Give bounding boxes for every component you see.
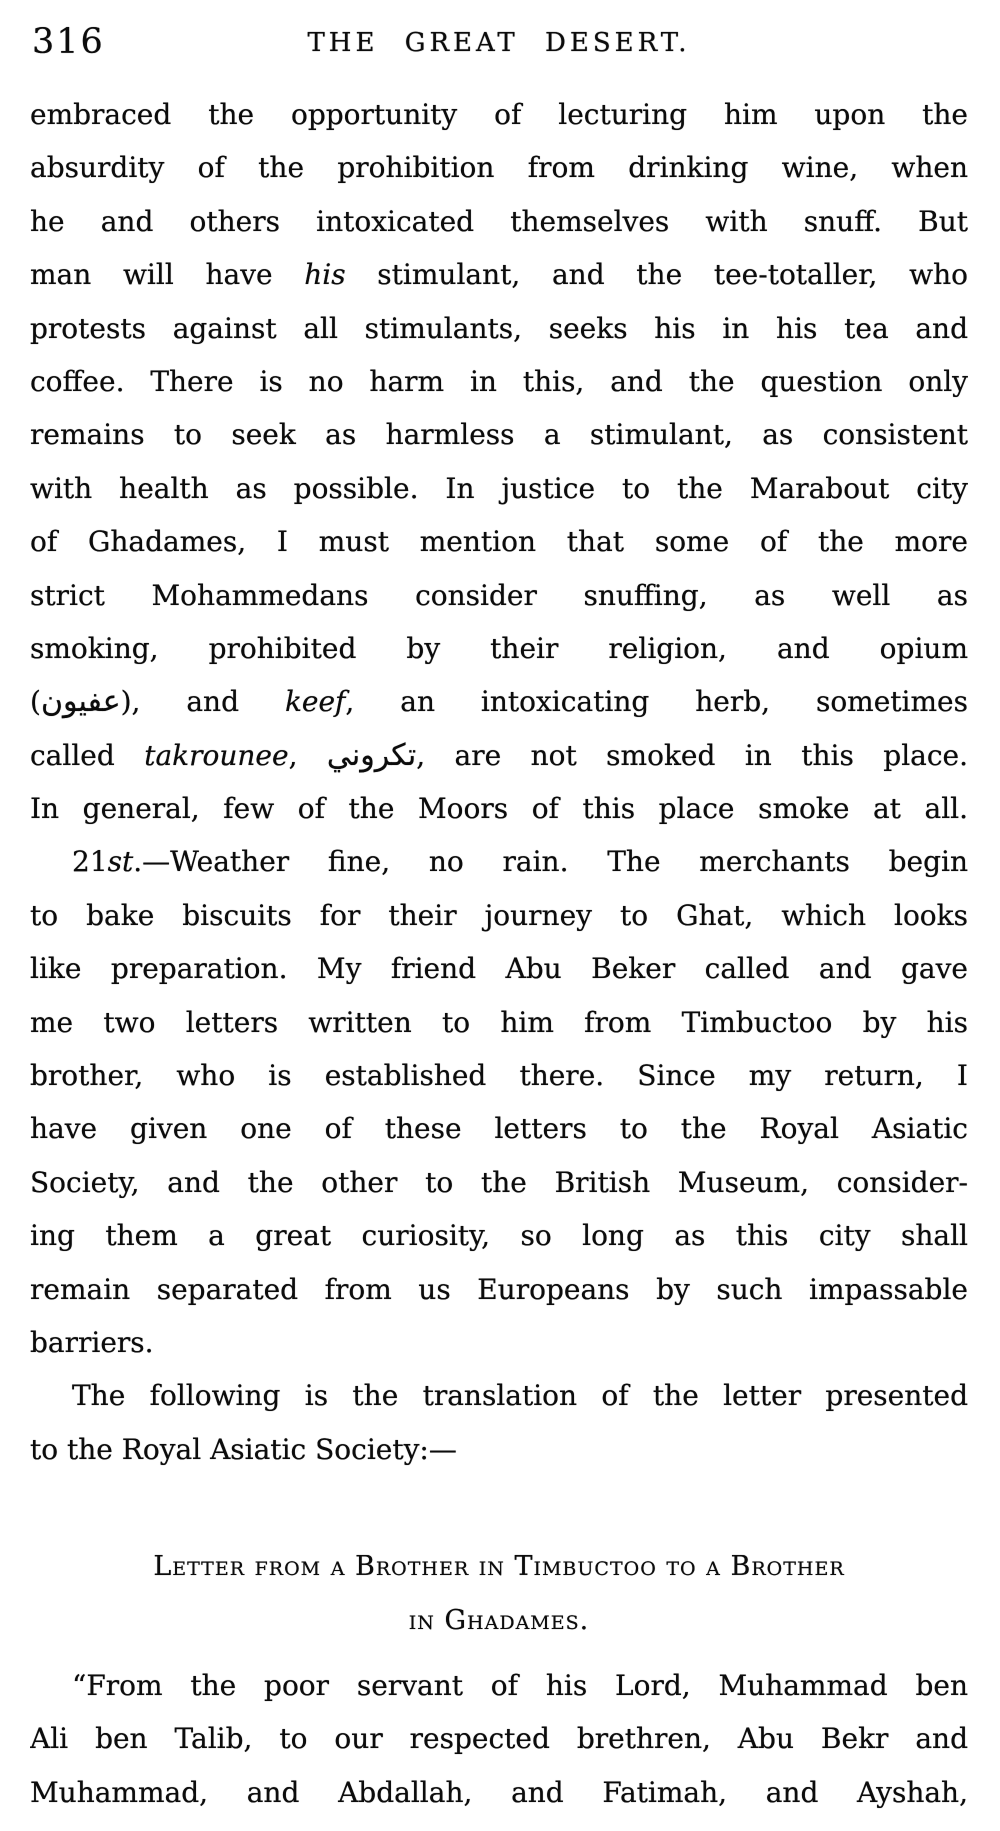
text-segment: strict Mohammedans consider snuffing, as well as <box>30 578 968 612</box>
text-line <box>30 1316 968 1369</box>
text-line <box>30 408 968 461</box>
paragraph <box>30 1659 968 1819</box>
paragraph <box>30 835 968 1369</box>
text-segment: remains to seek as harmless a stimulant, as consistent <box>30 418 968 452</box>
text-segment: with health as possible. In justice to the Marabout city <box>30 471 968 505</box>
text-segment: , are not smoked in this place. <box>416 738 968 772</box>
text-segment: Society, and the other to the British Museum, consider- <box>30 1165 968 1199</box>
text-segment: keef <box>284 685 346 719</box>
text-line <box>30 889 968 942</box>
text-segment: of Ghadames, I must mention that some of the more <box>30 525 968 559</box>
text-segment: absurdity of the prohibition from drinking wine, when <box>30 151 968 185</box>
text-segment: to bake biscuits for their journey to Ghat, which looks <box>30 898 968 932</box>
text-segment: brother, who is established there. Since my return, I <box>30 1059 968 1093</box>
text-segment: takrounee <box>144 738 289 772</box>
text-segment: ), and <box>120 685 285 719</box>
text-segment: “From the poor servant of his Lord, Muhammad ben <box>72 1668 968 1702</box>
text-line <box>30 1156 968 1209</box>
arabic-text: تكروني <box>326 737 417 773</box>
text-segment: called <box>30 738 145 772</box>
paragraph <box>30 1369 968 1476</box>
text-line <box>30 1263 968 1316</box>
text-line <box>30 1766 968 1819</box>
text-segment: his <box>304 258 346 292</box>
text-line <box>30 569 968 622</box>
text-line <box>30 141 968 194</box>
text-line <box>30 835 968 888</box>
text-line <box>30 1659 968 1712</box>
text-segment: ing them a great curiosity, so long as this city shall <box>30 1219 968 1253</box>
text-segment: barriers. <box>30 1325 154 1359</box>
text-line <box>30 195 968 248</box>
text-segment: Muhammad, and Abdallah, and Fatimah, and Ayshah, <box>30 1775 968 1809</box>
paragraph <box>30 88 968 835</box>
text-segment: st <box>107 845 134 879</box>
text-segment: embraced the opportunity of lecturing him upon the <box>30 98 968 131</box>
page-header <box>30 22 968 66</box>
text-line <box>30 515 968 568</box>
text-line <box>30 1102 968 1155</box>
running-title: THE GREAT DESERT. <box>307 28 691 58</box>
text-line <box>30 88 968 141</box>
text-segment: Ali ben Talib, to our respected brethren, Abu Bekr and <box>30 1722 968 1756</box>
section-heading <box>30 1540 968 1647</box>
text-segment: have given one of these letters to the Royal Asiatic <box>30 1112 968 1146</box>
text-segment: .—Weather fine, no rain. The merchants begin <box>133 845 968 879</box>
text-line <box>30 1369 968 1422</box>
text-segment: he and others intoxicated themselves with snuff. But <box>30 204 968 238</box>
text-segment: smoking, prohibited by their religion, and opium <box>30 631 968 665</box>
text-segment: ( <box>30 685 41 719</box>
text-segment: coffee. There is no harm in this, and the question only <box>30 364 968 398</box>
text-line <box>30 462 968 515</box>
text-segment: to the Royal Asiatic Society:— <box>30 1432 457 1466</box>
text-segment: , <box>288 738 327 772</box>
text-line <box>30 1423 968 1476</box>
text-line <box>30 729 968 782</box>
text-segment: The following is the translation of the letter presented <box>72 1379 968 1413</box>
text-segment: like preparation. My friend Abu Beker called and gave <box>30 952 968 986</box>
text-segment: stimulant, and the tee-totaller, who <box>345 258 968 292</box>
text-line <box>30 996 968 1049</box>
text-segment: , an intoxicating herb, sometimes <box>345 685 968 719</box>
text-line <box>30 1049 968 1102</box>
text-line <box>30 1209 968 1262</box>
text-segment: remain separated from us Europeans by such impassable <box>30 1272 968 1306</box>
heading-line: Letter from a Brother in Timbuctoo to a Brother <box>153 1551 845 1583</box>
text-line <box>30 248 968 301</box>
text-line <box>30 302 968 355</box>
text-segment: me two letters written to him from Timbuctoo by his <box>30 1005 968 1039</box>
text-segment: In general, few of the Moors of this place smoke at all. <box>30 792 968 826</box>
heading-line: in Ghadames. <box>408 1604 590 1636</box>
text-line <box>30 622 968 675</box>
page-body <box>30 88 968 1819</box>
text-line <box>30 675 968 728</box>
text-line <box>30 355 968 408</box>
text-segment: 21 <box>72 845 108 879</box>
text-line <box>30 1712 968 1765</box>
text-line <box>30 942 968 995</box>
text-line <box>30 782 968 835</box>
text-segment: man will have <box>30 258 305 292</box>
page-number: 316 <box>32 22 105 62</box>
arabic-text: عفيون <box>40 684 121 720</box>
text-segment: protests against all stimulants, seeks his in his tea and <box>30 311 968 345</box>
